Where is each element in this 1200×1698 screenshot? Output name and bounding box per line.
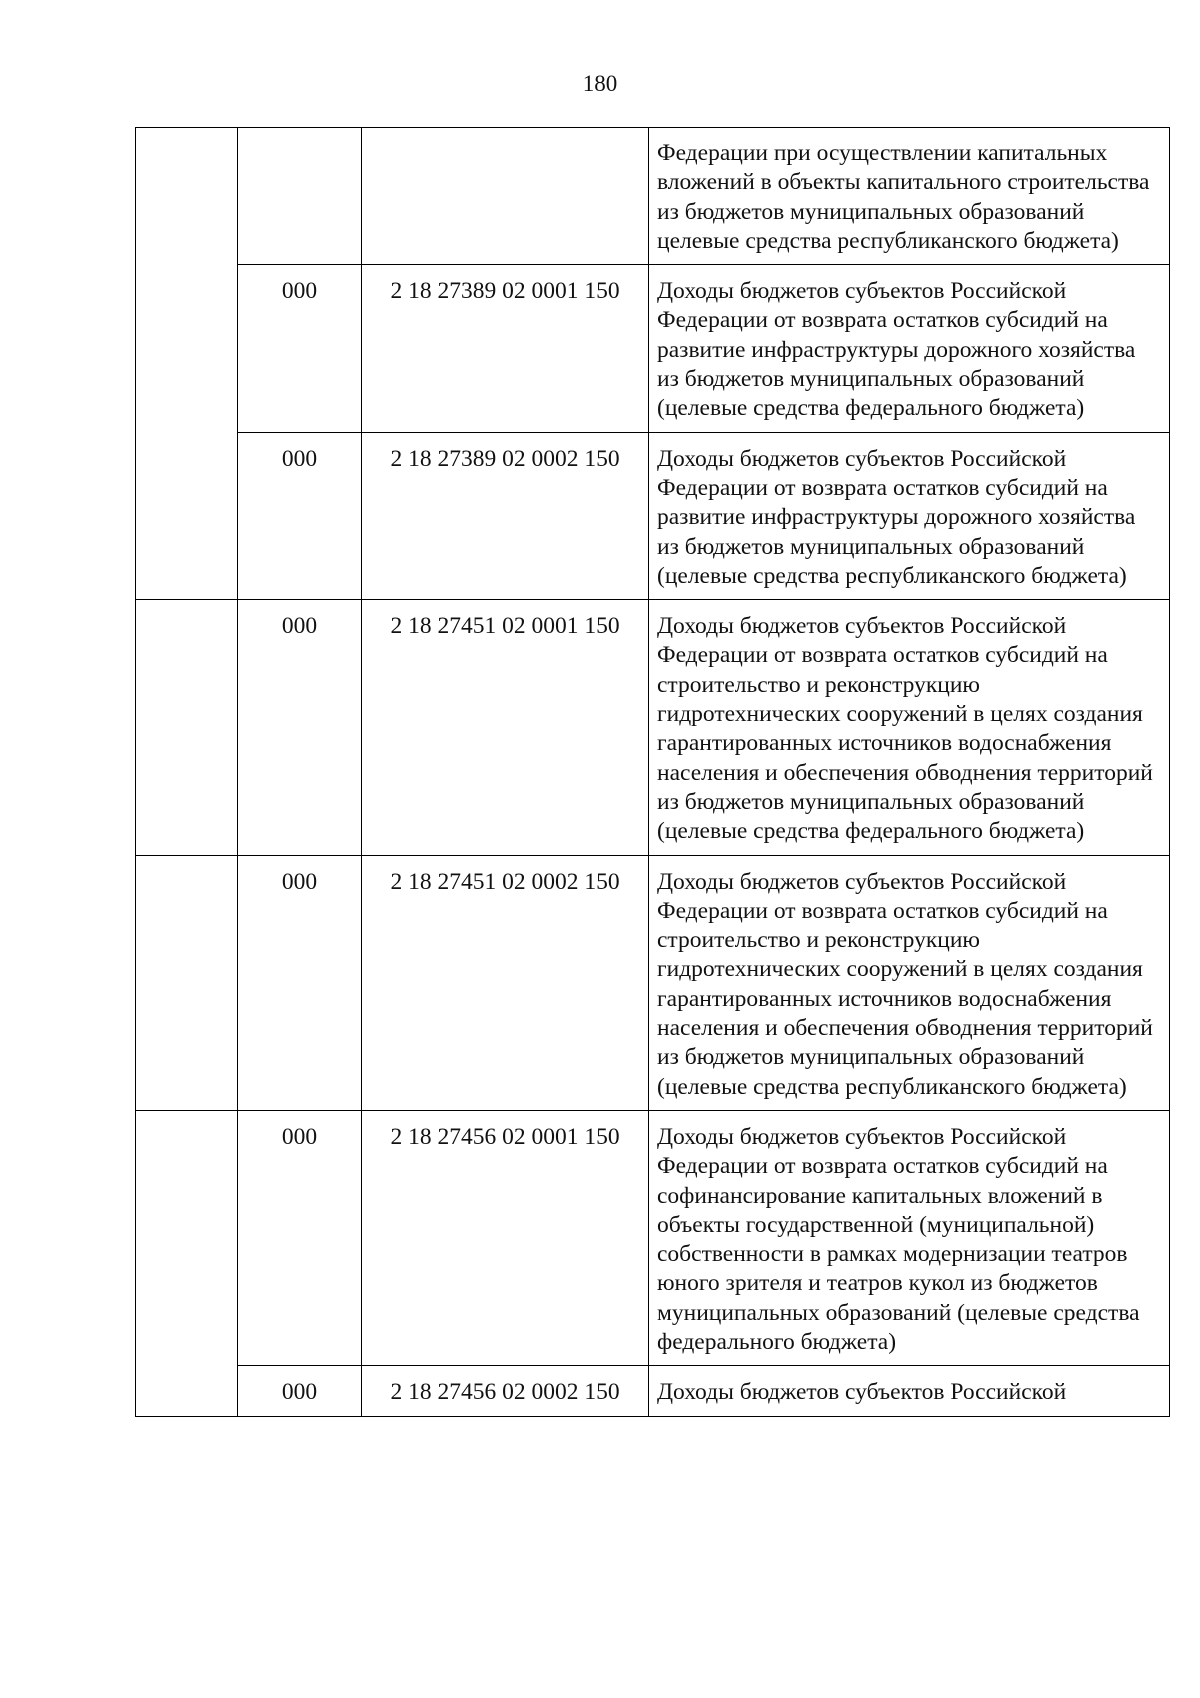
cell-kbk-code: 2 18 27451 02 0002 150 xyxy=(362,855,649,1110)
table-row xyxy=(136,600,1170,855)
cell-kbk-code: 2 18 27389 02 0001 150 xyxy=(362,265,649,432)
table-row xyxy=(136,1110,1170,1365)
cell-admin-code: 000 xyxy=(238,432,362,599)
cell-admin-code: 000 xyxy=(238,600,362,855)
cell-blank xyxy=(136,1366,238,1416)
cell-description: Доходы бюджетов субъектов Российской Федерации от возврата остатков субсидий на софинансирование капитальных вложений в объекты государственной (муниципальной) собственности в рамках модернизации театров юного зрителя и театров кукол из бюджетов муниципальных образований (целевые средства федерального бюджета) xyxy=(649,1110,1170,1365)
cell-blank xyxy=(136,855,238,1110)
table-row xyxy=(136,128,1170,265)
cell-description: Доходы бюджетов субъектов Российской xyxy=(649,1366,1170,1416)
cell-blank xyxy=(136,1110,238,1365)
cell-kbk-code: 2 18 27451 02 0001 150 xyxy=(362,600,649,855)
cell-kbk-code xyxy=(362,128,649,265)
table-row xyxy=(136,265,1170,432)
page-number: 180 xyxy=(582,71,618,96)
table-row xyxy=(136,432,1170,599)
cell-blank xyxy=(136,265,238,432)
table-row xyxy=(136,855,1170,1110)
cell-description: Доходы бюджетов субъектов Российской Федерации от возврата остатков субсидий на строительство и реконструкцию гидротехнических сооружений в целях создания гарантированных источников водоснабжения населения и обеспечения обводнения территорий из бюджетов муниципальных образований (целевые средства республиканского бюджета) xyxy=(649,855,1170,1110)
cell-description: Доходы бюджетов субъектов Российской Федерации от возврата остатков субсидий на строительство и реконструкцию гидротехнических сооружений в целях создания гарантированных источников водоснабжения населения и обеспечения обводнения территорий из бюджетов муниципальных образований (целевые средства федерального бюджета) xyxy=(649,600,1170,855)
cell-admin-code xyxy=(238,128,362,265)
cell-kbk-code: 2 18 27456 02 0002 150 xyxy=(362,1366,649,1416)
table-row xyxy=(136,1366,1170,1416)
cell-description: Доходы бюджетов субъектов Российской Федерации от возврата остатков субсидий на развитие инфраструктуры дорожного хозяйства из бюджетов муниципальных образований (целевые средства федерального бюджета) xyxy=(649,265,1170,432)
budget-codes-table xyxy=(135,127,1170,1417)
cell-blank xyxy=(136,432,238,599)
cell-blank xyxy=(136,128,238,265)
cell-admin-code: 000 xyxy=(238,1110,362,1365)
cell-admin-code: 000 xyxy=(238,265,362,432)
cell-description: Федерации при осуществлении капитальных вложений в объекты капитального строительства из бюджетов муниципальных образований целевые средства республиканского бюджета) xyxy=(649,128,1170,265)
cell-admin-code: 000 xyxy=(238,855,362,1110)
cell-admin-code: 000 xyxy=(238,1366,362,1416)
cell-description: Доходы бюджетов субъектов Российской Федерации от возврата остатков субсидий на развитие инфраструктуры дорожного хозяйства из бюджетов муниципальных образований (целевые средства республиканского бюджета) xyxy=(649,432,1170,599)
cell-kbk-code: 2 18 27456 02 0001 150 xyxy=(362,1110,649,1365)
cell-kbk-code: 2 18 27389 02 0002 150 xyxy=(362,432,649,599)
cell-blank xyxy=(136,600,238,855)
